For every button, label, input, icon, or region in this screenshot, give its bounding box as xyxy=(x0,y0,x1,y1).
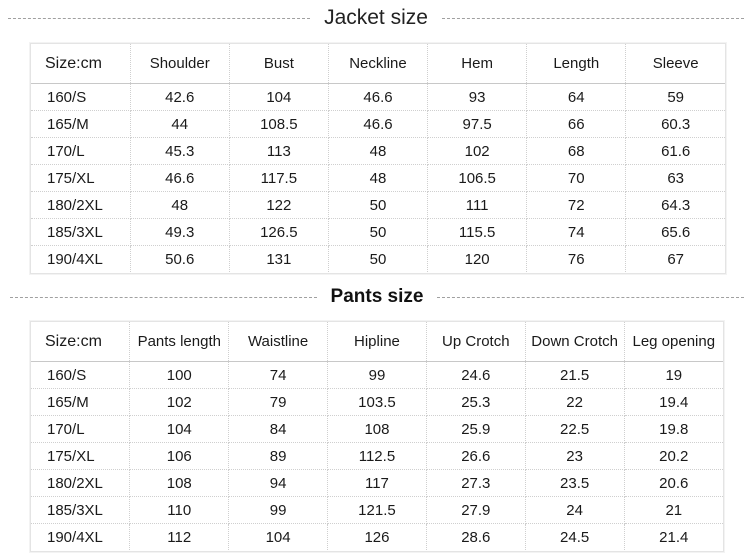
measurement-cell: 89 xyxy=(229,443,328,470)
measurement-cell: 23 xyxy=(525,443,624,470)
measurement-cell: 20.2 xyxy=(624,443,723,470)
jacket-size-grid xyxy=(31,44,725,272)
column-header: Up Crotch xyxy=(426,322,525,362)
size-cell: 170/L xyxy=(31,416,130,443)
measurement-cell: 50 xyxy=(328,192,427,219)
column-header: Bust xyxy=(229,44,328,84)
measurement-cell: 74 xyxy=(229,362,328,389)
measurement-cell: 23.5 xyxy=(525,470,624,497)
table-row xyxy=(31,443,723,470)
measurement-cell: 19.4 xyxy=(624,389,723,416)
table-row xyxy=(31,138,725,165)
column-header: Down Crotch xyxy=(525,322,624,362)
table-row xyxy=(31,219,725,246)
measurement-cell: 49.3 xyxy=(130,219,229,246)
size-cell: 160/S xyxy=(31,84,130,111)
size-cell: 165/M xyxy=(31,111,130,138)
table-row xyxy=(31,416,723,443)
table-header-row xyxy=(31,322,723,362)
measurement-cell: 102 xyxy=(130,389,229,416)
measurement-cell: 24.6 xyxy=(426,362,525,389)
measurement-cell: 46.6 xyxy=(328,111,427,138)
measurement-cell: 120 xyxy=(428,246,527,273)
size-cell: 165/M xyxy=(31,389,130,416)
column-header: Size:cm xyxy=(31,322,130,362)
size-cell: 185/3XL xyxy=(31,497,130,524)
measurement-cell: 22 xyxy=(525,389,624,416)
measurement-cell: 21 xyxy=(624,497,723,524)
table-row xyxy=(31,165,725,192)
measurement-cell: 21.4 xyxy=(659,528,689,546)
column-header: Size:cm xyxy=(31,44,130,84)
jacket-size-heading: Jacket size xyxy=(324,6,428,29)
size-cell: 180/2XL xyxy=(31,470,130,497)
measurement-cell: 63 xyxy=(626,165,725,192)
measurement-cell: 48 xyxy=(328,138,427,165)
measurement-cell: 103.5 xyxy=(328,389,427,416)
size-cell: 190/4XL xyxy=(31,246,130,273)
measurement-cell: 22.5 xyxy=(525,416,624,443)
table-row xyxy=(31,246,725,273)
measurement-cell: 122 xyxy=(229,192,328,219)
measurement-cell: 67 xyxy=(667,250,685,268)
column-header: Length xyxy=(527,44,626,84)
measurement-cell: 19.8 xyxy=(624,416,723,443)
measurement-cell: 112.5 xyxy=(328,443,427,470)
measurement-cell: 59 xyxy=(626,84,725,111)
column-header: Pants length xyxy=(130,322,229,362)
measurement-cell: 65.6 xyxy=(626,219,725,246)
measurement-cell: 72 xyxy=(527,192,626,219)
measurement-cell: 108 xyxy=(130,470,229,497)
measurement-cell: 27.9 xyxy=(426,497,525,524)
column-header: Shoulder xyxy=(130,44,229,84)
measurement-cell: 21.5 xyxy=(525,362,624,389)
column-header: Hem xyxy=(428,44,527,84)
measurement-cell: 99 xyxy=(229,497,328,524)
measurement-cell: 126 xyxy=(328,524,427,551)
measurement-cell: 25.9 xyxy=(426,416,525,443)
column-header: Waistline xyxy=(229,322,328,362)
table-row xyxy=(31,389,723,416)
measurement-cell: 76 xyxy=(527,246,626,273)
measurement-cell: 113 xyxy=(229,138,328,165)
table-row xyxy=(31,192,725,219)
pants-size-heading: Pants size xyxy=(330,286,424,307)
measurement-cell: 64 xyxy=(527,84,626,111)
measurement-cell: 131 xyxy=(229,246,328,273)
measurement-cell: 106.5 xyxy=(428,165,527,192)
measurement-cell: 60.3 xyxy=(626,111,725,138)
measurement-cell: 115.5 xyxy=(428,219,527,246)
measurement-cell: 104 xyxy=(130,416,229,443)
column-header: Leg opening xyxy=(624,322,723,362)
measurement-cell: 104 xyxy=(229,84,328,111)
measurement-cell: 104 xyxy=(229,524,328,551)
measurement-cell: 26.6 xyxy=(426,443,525,470)
measurement-cell: 84 xyxy=(229,416,328,443)
measurement-cell: 46.6 xyxy=(130,165,229,192)
measurement-cell: 117.5 xyxy=(229,165,328,192)
measurement-cell: 61.6 xyxy=(626,138,725,165)
measurement-cell: 44 xyxy=(130,111,229,138)
measurement-cell: 24.5 xyxy=(525,524,624,551)
measurement-cell: 50 xyxy=(328,246,427,273)
measurement-cell: 126.5 xyxy=(229,219,328,246)
measurement-cell: 117 xyxy=(328,470,427,497)
table-row xyxy=(31,524,723,551)
measurement-cell: 111 xyxy=(428,192,527,219)
measurement-cell: 100 xyxy=(130,362,229,389)
measurement-cell: 48 xyxy=(328,165,427,192)
table-row xyxy=(31,470,723,497)
column-header: Hipline xyxy=(328,322,427,362)
table-row xyxy=(31,497,723,524)
measurement-cell: 25.3 xyxy=(426,389,525,416)
measurement-cell: 108 xyxy=(328,416,427,443)
measurement-cell: 24 xyxy=(525,497,624,524)
divider-line xyxy=(442,18,744,19)
measurement-cell: 20.6 xyxy=(624,470,723,497)
column-header: Sleeve xyxy=(626,44,725,84)
table-header-row xyxy=(31,44,725,84)
measurement-cell: 68 xyxy=(527,138,626,165)
measurement-cell: 108.5 xyxy=(229,111,328,138)
size-cell: 160/S xyxy=(31,362,130,389)
column-header: Neckline xyxy=(328,44,427,84)
measurement-cell: 79 xyxy=(229,389,328,416)
measurement-cell: 45.3 xyxy=(130,138,229,165)
divider-line xyxy=(437,297,744,298)
divider-line xyxy=(10,297,317,298)
measurement-cell: 121.5 xyxy=(328,497,427,524)
measurement-cell: 28.6 xyxy=(426,524,525,551)
jacket-size-table xyxy=(31,44,725,273)
measurement-cell: 94 xyxy=(229,470,328,497)
table-row xyxy=(31,362,723,389)
measurement-cell: 93 xyxy=(428,84,527,111)
size-cell: 175/XL xyxy=(31,165,130,192)
measurement-cell: 70 xyxy=(527,165,626,192)
pants-size-grid xyxy=(31,322,723,550)
measurement-cell: 74 xyxy=(527,219,626,246)
measurement-cell: 48 xyxy=(130,192,229,219)
measurement-cell: 110 xyxy=(130,497,229,524)
measurement-cell: 46.6 xyxy=(328,84,427,111)
measurement-cell: 66 xyxy=(527,111,626,138)
size-cell: 180/2XL xyxy=(31,192,130,219)
measurement-cell: 50.6 xyxy=(130,246,229,273)
measurement-cell: 97.5 xyxy=(428,111,527,138)
table-row xyxy=(31,111,725,138)
size-cell: 190/4XL xyxy=(31,524,130,551)
measurement-cell: 106 xyxy=(130,443,229,470)
pants-size-title xyxy=(0,286,750,308)
size-cell: 170/L xyxy=(31,138,130,165)
size-cell: 185/3XL xyxy=(31,219,130,246)
measurement-cell: 19 xyxy=(624,362,723,389)
measurement-cell: 102 xyxy=(428,138,527,165)
measurement-cell: 112 xyxy=(130,524,229,551)
divider-line xyxy=(8,18,310,19)
measurement-cell: 50 xyxy=(328,219,427,246)
size-cell: 175/XL xyxy=(31,443,130,470)
measurement-cell: 64.3 xyxy=(626,192,725,219)
pants-size-table xyxy=(31,322,723,551)
measurement-cell: 99 xyxy=(328,362,427,389)
measurement-cell: 27.3 xyxy=(426,470,525,497)
jacket-size-title xyxy=(0,6,750,30)
table-row xyxy=(31,84,725,111)
measurement-cell: 42.6 xyxy=(130,84,229,111)
